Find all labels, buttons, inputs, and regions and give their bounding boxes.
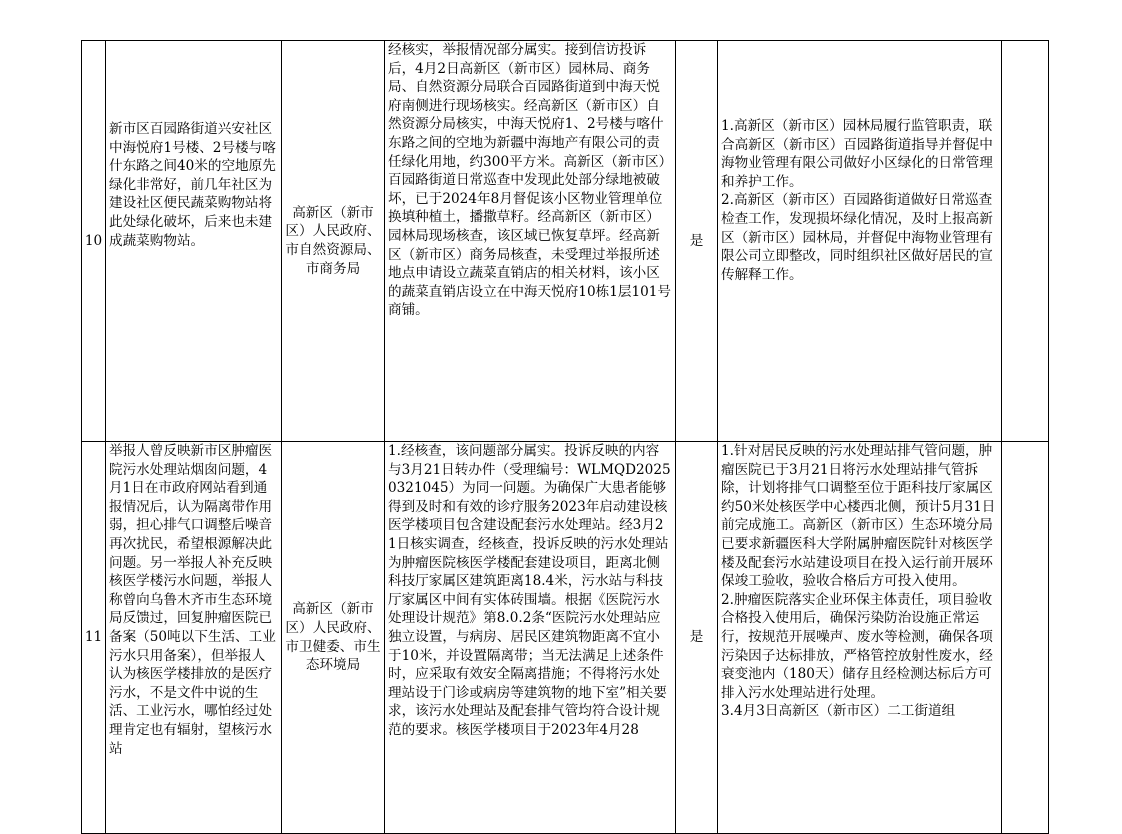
row-number: 11: [82, 442, 106, 834]
complaint-table: [81, 40, 1049, 834]
verdict-cell: 是: [676, 442, 718, 834]
measures-cell: [718, 41, 1002, 442]
measures-cell: [718, 442, 1002, 834]
measure-item: 1.高新区（新市区）园林局履行监管职责，联合高新区（新市区）百园路街道指导并督促中海物业管理有限公司做好小区绿化的日常管理和养护工作。: [721, 118, 993, 190]
responsible-units-cell: 高新区（新市区）人民政府、市自然资源局、市商务局: [282, 41, 385, 442]
verdict-cell: 是: [676, 41, 718, 442]
row-number: 10: [82, 41, 106, 442]
measure-item: 1.针对居民反映的污水处理站排气管问题，肿瘤医院已于3月21日将污水处理站排气管拆除，计划将排气口调整至位于距科技厅家属区约50米处核医学中心楼西北侧，预计5月31日前完成施工。高新区（新市区）生态环境分局已要求新疆医科大学附属肿瘤医院针对核医学楼及配套污水站建设项目在投入运行前开展环保竣工验收，验收合格后方可投入使用。: [721, 443, 996, 590]
findings-cell: 经核实，举报情况部分属实。接到信访投诉后，4月2日高新区（新市区）园林局、商务局、自然资源分局联合百园路街道到中海天悦府南侧进行现场核实。经高新区（新市区）自然资源分局核实，中海天悦府1、2号楼与喀什东路之间的空地为新疆中海地产有限公司的责任绿化用地，约300平方米。高新区（新市区）百园路街道日常巡查中发现此处部分绿地被破坏，已于2024年8月督促该小区物业管理单位换填种植土，播撒草籽。经高新区（新市区）园林局现场核查，该区域已恢复草坪。经高新区（新市区）商务局核查，未受理过举报所述地点申请设立蔬菜直销店的相关材料，该小区的蔬菜直销店设立在中海天悦府10栋1层101号商铺。: [385, 41, 676, 442]
issue-cell: 举报人曾反映新市区肿瘤医院污水处理站烟囱问题，4月1日在市政府网站看到通报情况后，认为隔离带作用弱，担心排气口调整后噪音再次扰民，希望根源解决此问题。另一举报人补充反映核医学楼污水问题，举报人称曾向乌鲁木齐市生态环境局反馈过，回复肿瘤医院已备案（50吨以下生活、工业污水只用备案），但举报人认为核医学楼排放的是医疗污水，不是文件中说的生活、工业污水，哪怕经过处理肯定也有辐射，望核污水站: [106, 442, 282, 834]
measure-item: 2.高新区（新市区）百园路街道做好日常巡查检查工作，发现损坏绿化情况，及时上报高新区（新市区）园林局，并督促中海物业管理有限公司立即整改，同时组织社区做好居民的宣传解释工作。: [721, 192, 993, 283]
table-row: [82, 41, 1049, 442]
issue-cell: 新市区百园路街道兴安社区中海悦府1号楼、2号楼与喀什东路之间40米的空地原先绿化非常好，前几年社区为建设社区便民蔬菜购物站将此处绿化破坏，后来也未建成蔬菜购物站。: [106, 41, 282, 442]
extra-cell: [1002, 41, 1049, 442]
table-row: [82, 442, 1049, 834]
extra-cell: [1002, 442, 1049, 834]
measure-item: 3.4月3日高新区（新市区）二工街道组: [721, 703, 956, 720]
findings-cell: 1.经核查，该问题部分属实。投诉反映的内容与3月21日转办件（受理编号：WLMQD20250321045）为同一问题。为确保广大患者能够得到及时和有效的诊疗服务2023年启动建设核医学楼项目包含建设配套污水处理站。经3月21日核实调查，经核查，投诉反映的污水处理站为肿瘤医院核医学楼配套建设项目，距离北侧科技厅家属区建筑距离18.4米，污水站与科技厅家属区中间有实体砖围墙。根据《医院污水处理设计规范》第8.0.2条“医院污水处理站应独立设置，与病房、居民区建筑物距离不宜小于10米，并设置隔离带；当无法满足上述条件时，应采取有效安全隔离措施；不得将污水处理站设于门诊或病房等建筑物的地下室”相关要求，该污水处理站及配套排气管均符合设计规范的要求。核医学楼项目于2023年4月28: [385, 442, 676, 834]
responsible-units-cell: 高新区（新市区）人民政府、市卫健委、市生态环境局: [282, 442, 385, 834]
measure-item: 2.肿瘤医院落实企业环保主体责任，项目验收合格投入使用后，确保污染防治设施正常运行，按规范开展噪声、废水等检测，确保各项污染因子达标排放，严格管控放射性废水，经衰变池内（180天）储存且经检测达标后方可排入污水处理站进行处理。: [721, 591, 993, 701]
